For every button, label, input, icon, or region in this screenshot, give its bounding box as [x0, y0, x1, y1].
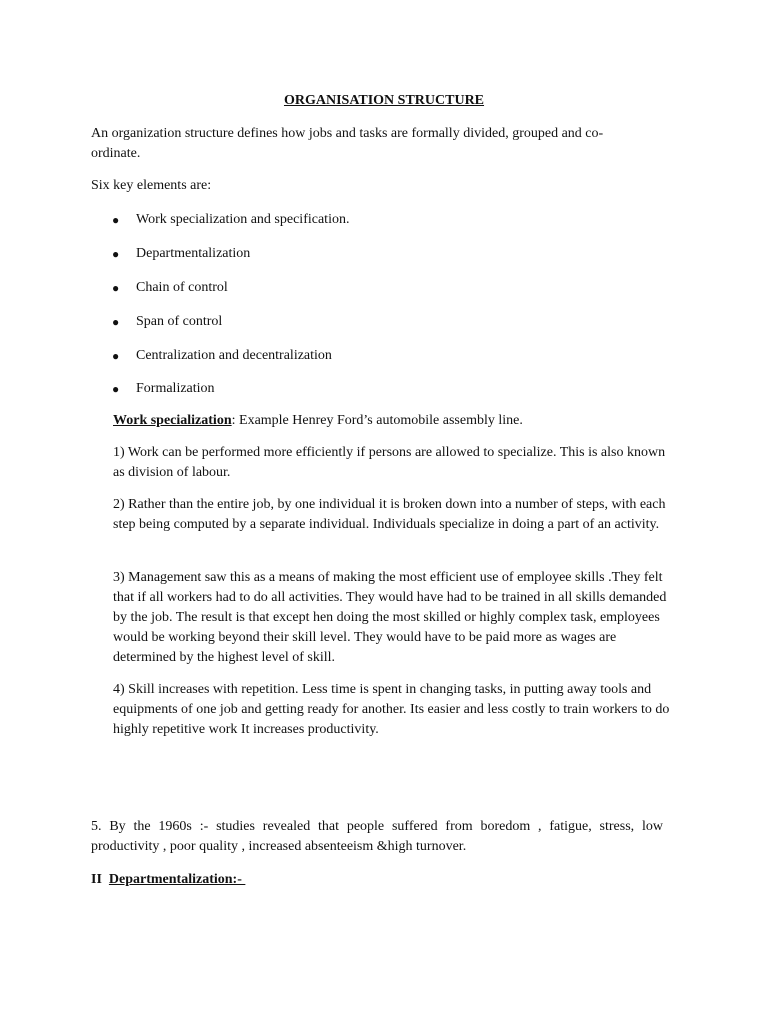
point-paragraph: 1) Work can be performed more efficiently if persons are allowed to specialize. This is also known as division of labour.	[113, 445, 666, 480]
intro-paragraph: An organization structure defines how jobs and tasks are formally divided, grouped and co-ordinate.	[91, 126, 604, 161]
work-specialization-text: : Example Henrey Ford’s automobile assembly line.	[231, 413, 523, 428]
bullet-icon: ●	[112, 213, 120, 227]
section-heading	[91, 870, 245, 890]
bullet-icon: ●	[112, 247, 120, 261]
section-number: II	[91, 872, 109, 887]
section-title: Departmentalization:-	[108, 872, 246, 887]
list-item-text: Work specialization and specification.	[136, 212, 350, 227]
list-item-text: Departmentalization	[136, 246, 251, 261]
point-5-paragraph: 5. By the 1960s :- studies revealed that people suffered from boredom , fatigue, stress, low productivity , poor quality , increased absenteeism &high turnover.	[91, 819, 663, 854]
bullet-icon: ●	[112, 281, 120, 295]
bullet-icon: ●	[112, 315, 120, 329]
point-paragraph: 3) Management saw this as a means of making the most efficient use of employee skills .They felt that if all workers had to do all activities. They would have had to be trained in all skills demanded by the job. The result is that except hen doing the most skilled or highly complex task, employees would be working beyond their skill level. They would have to be paid more as wages are determined by the highest level of skill.	[113, 570, 667, 665]
list-item-text: Span of control	[136, 314, 223, 329]
point-paragraph: 2) Rather than the entire job, by one individual it is broken down into a number of steps, with each step being computed by a separate individual. Individuals specialize in doing a part of an activity.	[113, 497, 666, 532]
key-elements-heading: Six key elements are:	[91, 178, 212, 193]
list-item-text: Centralization and decentralization	[136, 348, 332, 363]
bullet-icon: ●	[112, 382, 120, 396]
work-specialization-line	[113, 411, 523, 431]
list-item-text: Formalization	[136, 381, 215, 396]
bullet-icon: ●	[112, 349, 120, 363]
list-item-text: Chain of control	[136, 280, 228, 295]
point-paragraph: 4) Skill increases with repetition. Less time is spent in changing tasks, in putting away tools and equipments of one job and getting ready for another. Its easier and less costly to train workers to do highly repetitive work It increases productivity.	[113, 682, 670, 737]
work-specialization-label: Work specialization	[113, 413, 232, 428]
page-title: ORGANISATION STRUCTURE	[283, 93, 485, 108]
